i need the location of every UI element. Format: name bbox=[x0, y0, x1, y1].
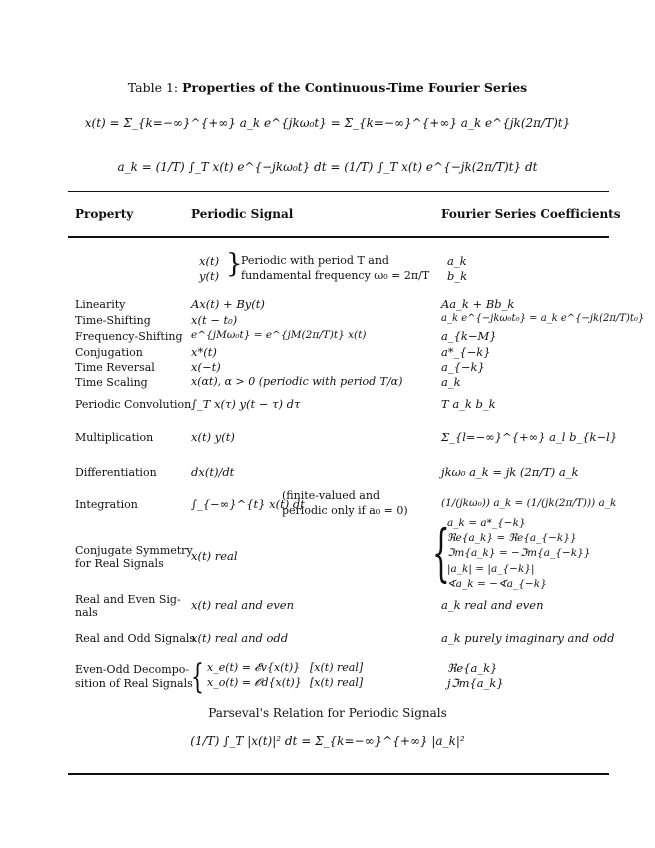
def-note-line2: fundamental frequency ω₀ = 2π/T bbox=[241, 269, 430, 282]
signal-time-scaling: x(αt), α > 0 (periodic with period T/α) bbox=[191, 375, 403, 388]
left-brace-icon: { bbox=[432, 516, 450, 589]
property-differentiation: Differentiation bbox=[75, 466, 157, 479]
coef-conj-line4: |a_k| = |a_{−k}| bbox=[447, 563, 535, 575]
coef-conj-line2: ℜe{a_k} = ℜe{a_{−k}} bbox=[447, 532, 577, 544]
coef-periodic-convolution: T a_k b_k bbox=[441, 397, 496, 411]
def-coef-a: a_k bbox=[447, 254, 467, 268]
synthesis-formula: x(t) = Σ_{k=−∞}^{+∞} a_k e^{jkω₀t} = Σ_{k=−∞}^{+∞} a_k e^{jk(2π/T)t} bbox=[84, 116, 571, 130]
signal-even-part: x_e(t) = 𝓔v{x(t)} bbox=[207, 661, 301, 674]
signal-time-shifting: x(t − t₀) bbox=[191, 313, 238, 327]
coef-differentiation: jkω₀ a_k = jk (2π/T) a_k bbox=[441, 465, 579, 479]
signal-conjugate-symmetry: x(t) real bbox=[191, 549, 238, 563]
coef-time-reversal: a_{−k} bbox=[441, 360, 485, 374]
property-real-even-line2: nals bbox=[75, 606, 98, 619]
coef-odd-part: jℑm{a_k} bbox=[447, 676, 504, 690]
header-signal: Periodic Signal bbox=[191, 207, 294, 221]
property-periodic-convolution: Periodic Convolution bbox=[75, 398, 192, 411]
property-real-odd: Real and Odd Signals bbox=[75, 632, 196, 645]
signal-odd-part: x_o(t) = 𝓞d{x(t)} bbox=[207, 676, 302, 689]
property-conjugate-symmetry-line1: Conjugate Symmetry bbox=[75, 544, 193, 557]
coef-even-part: ℜe{a_k} bbox=[447, 661, 498, 675]
def-signal-x: x(t) bbox=[199, 254, 220, 268]
signal-periodic-convolution: ∫_T x(τ) y(t − τ) dτ bbox=[191, 397, 301, 411]
def-note-line1: Periodic with period T and bbox=[241, 254, 389, 267]
even-odd-brace-icon: { bbox=[191, 657, 204, 697]
coef-real-odd: a_k purely imaginary and odd bbox=[441, 631, 615, 645]
signal-multiplication: x(t) y(t) bbox=[191, 430, 235, 444]
header-property: Property bbox=[75, 207, 134, 221]
signal-differentiation: dx(t)/dt bbox=[191, 465, 235, 479]
signal-real-even: x(t) real and even bbox=[191, 598, 295, 612]
bottom-rule bbox=[68, 773, 609, 775]
signal-conjugation: x*(t) bbox=[191, 345, 217, 359]
property-conjugate-symmetry-line2: for Real Signals bbox=[75, 557, 164, 570]
integration-note-line1: (finite-valued and bbox=[282, 489, 380, 502]
header-coefficients: Fourier Series Coefficients bbox=[441, 207, 621, 221]
analysis-formula: a_k = (1/T) ∫_T x(t) e^{−jkω₀t} dt = (1/T) ∫_T x(t) e^{−jk(2π/T)t} dt bbox=[117, 160, 538, 174]
signal-integration: ∫_{−∞}^{t} x(t) dt bbox=[191, 497, 305, 511]
coef-frequency-shifting: a_{k−M} bbox=[441, 329, 497, 343]
parseval-formula: (1/T) ∫_T |x(t)|² dt = Σ_{k=−∞}^{+∞} |a_k|² bbox=[190, 734, 465, 748]
header-rule bbox=[68, 236, 609, 238]
coef-conjugation: a*_{−k} bbox=[441, 345, 491, 359]
top-rule bbox=[68, 191, 609, 192]
property-integration: Integration bbox=[75, 498, 138, 511]
coef-conj-line3: ℑm{a_k} = −ℑm{a_{−k}} bbox=[447, 547, 591, 559]
property-even-odd-line1: Even-Odd Decompo- bbox=[75, 663, 190, 676]
signal-even-part-cond: [x(t) real] bbox=[310, 661, 364, 674]
property-time-scaling: Time Scaling bbox=[75, 376, 148, 389]
signal-odd-part-cond: [x(t) real] bbox=[310, 676, 364, 689]
coef-time-shifting: a_k e^{−jkω₀t₀} = a_k e^{−jk(2π/T)t₀} bbox=[441, 313, 645, 324]
property-conjugation: Conjugation bbox=[75, 346, 143, 359]
property-even-odd-line2: sition of Real Signals bbox=[75, 677, 193, 690]
coef-time-scaling: a_k bbox=[441, 375, 461, 389]
coef-conj-line1: a_k = a*_{−k} bbox=[447, 517, 526, 529]
def-signal-y: y(t) bbox=[199, 269, 220, 283]
property-linearity: Linearity bbox=[75, 298, 126, 311]
caption-title: Properties of the Continuous-Time Fourier Series bbox=[182, 80, 528, 95]
property-real-even-line1: Real and Even Sig- bbox=[75, 593, 181, 606]
integration-note-line2: periodic only if a₀ = 0) bbox=[282, 504, 408, 517]
property-time-shifting: Time-Shifting bbox=[75, 314, 151, 327]
right-brace-icon: } bbox=[226, 249, 243, 279]
caption-prefix: Table 1: bbox=[127, 80, 179, 95]
coef-conj-line5: ∢a_k = −∢a_{−k} bbox=[447, 578, 547, 590]
property-frequency-shifting: Frequency-Shifting bbox=[75, 330, 183, 343]
signal-real-odd: x(t) real and odd bbox=[191, 631, 289, 645]
parseval-title: Parseval's Relation for Periodic Signals bbox=[208, 706, 447, 720]
property-multiplication: Multiplication bbox=[75, 431, 154, 444]
table-caption bbox=[0, 80, 655, 95]
coef-real-even: a_k real and even bbox=[441, 598, 544, 612]
property-time-reversal: Time Reversal bbox=[75, 361, 155, 374]
coef-multiplication: Σ_{l=−∞}^{+∞} a_l b_{k−l} bbox=[441, 430, 618, 444]
signal-linearity: Ax(t) + By(t) bbox=[191, 297, 265, 311]
coef-linearity: Aa_k + Bb_k bbox=[441, 297, 515, 311]
coef-integration: (1/(jkω₀)) a_k = (1/(jk(2π/T))) a_k bbox=[441, 497, 617, 509]
def-coef-b: b_k bbox=[447, 269, 468, 283]
signal-frequency-shifting: e^{jMω₀t} = e^{jM(2π/T)t} x(t) bbox=[191, 329, 367, 341]
signal-time-reversal: x(−t) bbox=[191, 360, 221, 374]
